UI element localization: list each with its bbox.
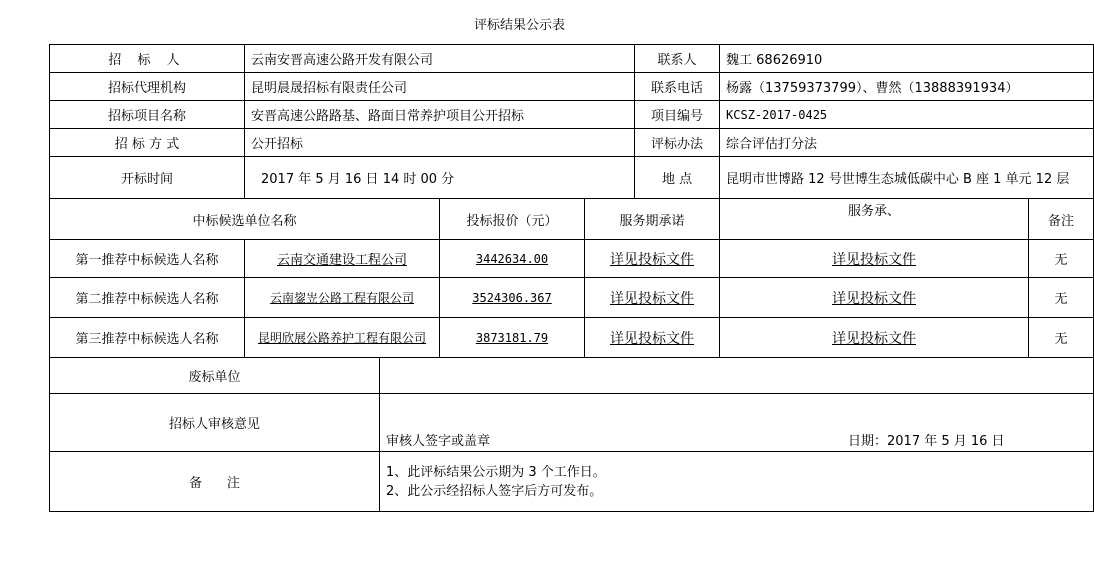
tenderer-value: 云南安晋高速公路开发有限公司 — [245, 45, 635, 73]
notes-row — [50, 452, 1094, 512]
page-title: 评标结果公示表 — [473, 18, 565, 33]
eval-label: 评标办法 — [635, 129, 720, 157]
phone-value: 杨露（13759373799）、曹然（13888391934） — [720, 73, 1094, 101]
candidate-period[interactable]: 详见投标文件 — [585, 240, 720, 278]
candidate-rank: 第一推荐中标候选人名称 — [50, 240, 245, 278]
project-row — [50, 101, 1094, 129]
opening-row — [50, 157, 1094, 199]
method-value: 公开招标 — [245, 129, 635, 157]
candidate-name[interactable]: 昆明欣展公路养护工程有限公司 — [245, 318, 440, 358]
candidates-header-row — [50, 199, 1094, 240]
candidate-price[interactable]: 3873181.79 — [440, 318, 585, 358]
period-header: 服务期承诺 — [585, 199, 720, 240]
agency-label: 招标代理机构 — [50, 73, 245, 101]
candidate-name[interactable]: 云南鋆岦公路工程有限公司 — [245, 278, 440, 318]
candidate-rank: 第二推荐中标候选人名称 — [50, 278, 245, 318]
opening-label: 开标时间 — [50, 157, 245, 199]
opening-value: 2017 年 5 月 16 日 14 时 00 分 — [245, 157, 635, 199]
opinion-cell — [380, 394, 1094, 452]
notes-label: 备 注 — [50, 452, 380, 512]
candidate-remark: 无 — [1029, 318, 1094, 358]
table-row — [50, 278, 1094, 318]
opinion-row — [50, 394, 1094, 452]
tenderer-label: 招 标 人 — [50, 45, 245, 73]
candidate-name[interactable]: 云南交通建设工程公司 — [245, 240, 440, 278]
eval-value: 综合评估打分法 — [720, 129, 1094, 157]
candidate-quality[interactable]: 详见投标文件 — [720, 240, 1029, 278]
remark-header: 备注 — [1029, 199, 1094, 240]
candidate-rank: 第三推荐中标候选人名称 — [50, 318, 245, 358]
contact-label: 联系人 — [635, 45, 720, 73]
candidate-quality[interactable]: 详见投标文件 — [720, 278, 1029, 318]
project-no-value: KCSZ-2017-0425 — [720, 101, 1094, 129]
project-label: 招标项目名称 — [50, 101, 245, 129]
result-table — [49, 44, 1094, 512]
candidate-remark: 无 — [1029, 240, 1094, 278]
agency-value: 昆明晨晟招标有限责任公司 — [245, 73, 635, 101]
quality-header — [720, 199, 1029, 240]
method-row — [50, 129, 1094, 157]
price-header: 投标报价（元） — [440, 199, 585, 240]
candidate-period[interactable]: 详见投标文件 — [585, 278, 720, 318]
notes-cell — [380, 452, 1094, 512]
review-date: 日期：2017 年 5 月 16 日 — [848, 433, 1005, 449]
project-no-label: 项目编号 — [635, 101, 720, 129]
location-value: 昆明市世博路 12 号世博生态城低碳中心 B 座 1 单元 12 层 — [720, 157, 1094, 199]
invalid-row — [50, 358, 1094, 394]
candidate-remark: 无 — [1029, 278, 1094, 318]
note-line: 2、此公示经招标人签字后方可发布。 — [386, 483, 603, 499]
method-label: 招 标 方 式 — [50, 129, 245, 157]
phone-label: 联系电话 — [635, 73, 720, 101]
candidate-quality[interactable]: 详见投标文件 — [720, 318, 1029, 358]
project-value: 安晋高速公路路基、路面日常养护项目公开招标 — [245, 101, 635, 129]
invalid-label: 废标单位 — [50, 358, 380, 394]
invalid-value — [380, 358, 1094, 394]
tenderer-row — [50, 45, 1094, 73]
table-row — [50, 318, 1094, 358]
table-row — [50, 240, 1094, 278]
candidate-price[interactable]: 3524306.367 — [440, 278, 585, 318]
opinion-label: 招标人审核意见 — [50, 394, 380, 452]
quality-header-label: 服务承、 — [848, 204, 901, 219]
agency-row — [50, 73, 1094, 101]
contact-value: 魏工 68626910 — [720, 45, 1094, 73]
candidate-period[interactable]: 详见投标文件 — [585, 318, 720, 358]
location-label: 地 点 — [635, 157, 720, 199]
signature-label: 审核人签字或盖章 — [386, 433, 491, 449]
note-line: 1、此评标结果公示期为 3 个工作日。 — [386, 464, 606, 480]
candidate-price[interactable]: 3442634.00 — [440, 240, 585, 278]
unit-header: 中标候选单位名称 — [50, 199, 440, 240]
